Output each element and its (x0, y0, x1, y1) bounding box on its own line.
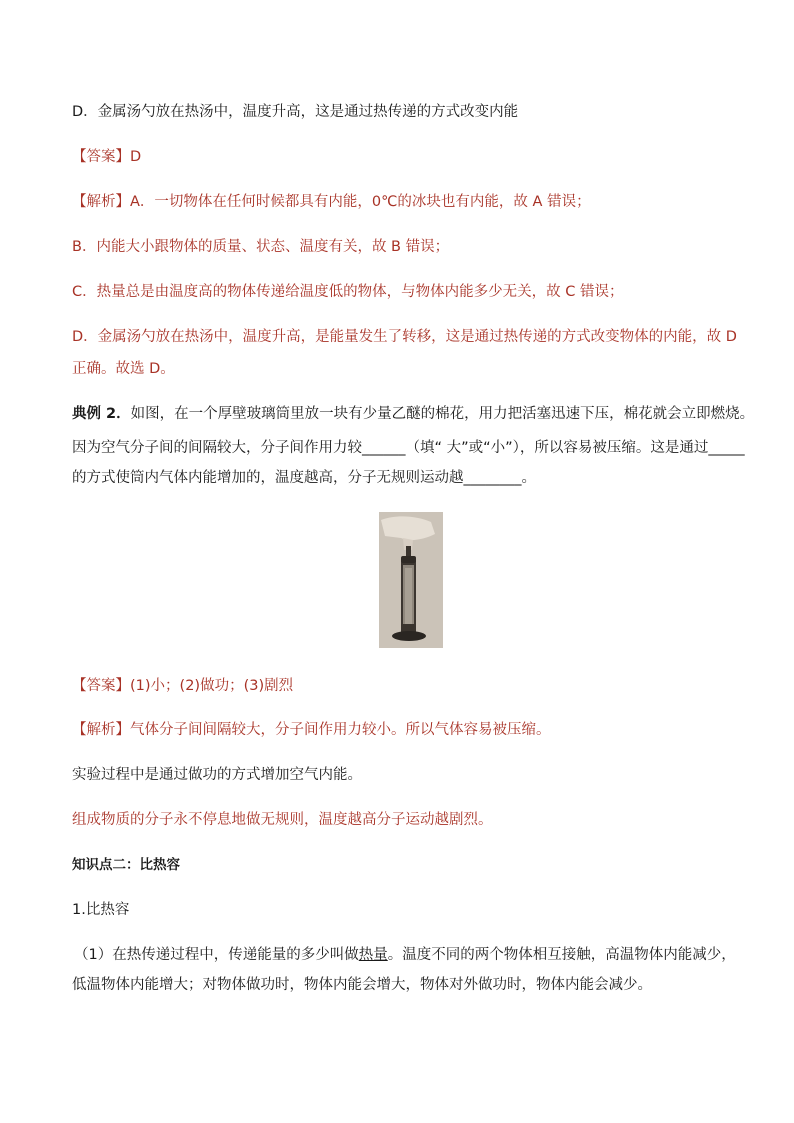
q2-analysis1 (72, 720, 551, 740)
q2-stem-line1 (72, 404, 754, 424)
term-heat: 热量 (358, 947, 388, 963)
q2-stem-line3: 的方式使筒内气体内能增加的，温度越高，分子无规则运动越________。 (72, 470, 536, 486)
section-heading: 知识点二：比热容 (72, 857, 180, 873)
answer-tag: 【答案】 (72, 149, 130, 165)
piston-cylinder-photo (379, 512, 443, 648)
q1-analysis-a (72, 192, 591, 212)
section-sub: 1.比热容 (72, 902, 130, 918)
q2-analysis2: 实验过程中是通过做功的方式增加空气内能。 (72, 767, 362, 783)
q2-answer (72, 676, 293, 696)
q1-analysis-d-line2: 正确。故选 D。 (72, 361, 175, 377)
q2-stem1: 如图，在一个厚壁玻璃筒里放一块有少量乙醚的棉花，用力把活塞迅速下压，棉花就会立即燃烧。 (130, 406, 755, 422)
analysis1-text: 气体分子间间隔较大，分子间作用力较小。所以气体容易被压缩。 (130, 722, 551, 738)
q1-analysis-c: C．热量总是由温度高的物体传递给温度低的物体，与物体内能多少无关，故 C 错误； (72, 284, 624, 300)
analysis-a-text: A．一切物体在任何时候都具有内能，0℃的冰块也有内能，故 A 错误； (130, 194, 591, 210)
q2-stem-line2: 因为空气分子间的间隔较大，分子间作用力较______（填“ 大”或“小”），所以容易被压缩。这是通过_____ (72, 440, 745, 456)
answer-value: D (130, 149, 142, 165)
section-para-line1 (74, 945, 736, 965)
q1-analysis-b: B．内能大小跟物体的质量、状态、温度有关，故 B 错误； (72, 239, 450, 255)
para-rest: 。温度不同的两个物体相互接触，高温物体内能减少， (387, 947, 736, 963)
answer-value: (1)小；(2)做功；(3)剧烈 (130, 678, 294, 694)
q1-analysis-d-line1: D．金属汤勺放在热汤中，温度升高，是能量发生了转移，这是通过热传递的方式改变物体的内能，故 D (72, 329, 737, 345)
analysis-tag: 【解析】 (72, 722, 130, 738)
section-para-line2: 低温物体内能增大；对物体做功时，物体内能会增大，物体对外做功时，物体内能会减少。 (72, 977, 652, 993)
q1-answer (72, 147, 141, 167)
answer-tag: 【答案】 (72, 678, 130, 694)
para-prefix: （1）在热传递过程中，传递能量的多少叫做 (74, 947, 359, 963)
q2-analysis3: 组成物质的分子永不停息地做无规则，温度越高分子运动越剧烈。 (72, 812, 493, 828)
q1-option-d: D．金属汤勺放在热汤中，温度升高，这是通过热传递的方式改变内能 (72, 104, 519, 120)
q2-title: 典例 2． (72, 406, 131, 422)
analysis-tag: 【解析】 (72, 194, 130, 210)
